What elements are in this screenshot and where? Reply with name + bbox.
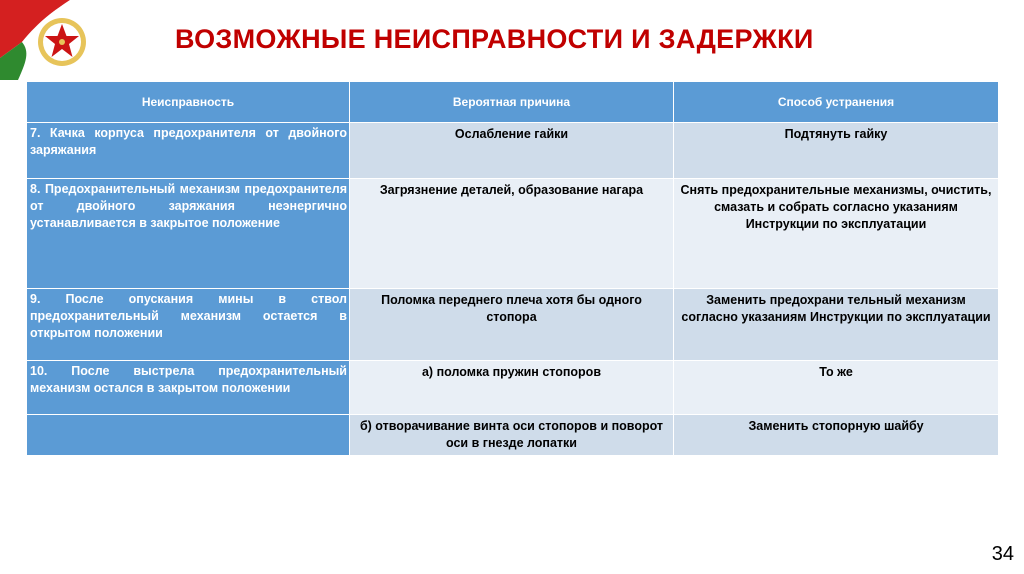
cause-cell: Ослабление гайки — [350, 123, 674, 179]
table-row — [27, 123, 999, 179]
fault-cell: 10. После выстрела предохранительный механизм остался в закрытом положении — [27, 361, 350, 415]
table-row — [27, 179, 999, 289]
fix-cell: Заменить предохрани тельный механизм согласно указаниям Инструкции по эксплуатации — [674, 289, 999, 361]
cause-cell: б) отворачивание винта оси стопоров и поворот оси в гнезде лопатки — [350, 415, 674, 456]
fix-cell: Заменить стопорную шайбу — [674, 415, 999, 456]
header-cause: Вероятная причина — [350, 82, 674, 123]
table-row — [27, 361, 999, 415]
fix-cell: Снять предохранительные механизмы, очистить, смазать и собрать согласно указаниям Инструкции по эксплуатации — [674, 179, 999, 289]
table-header-row — [27, 82, 999, 123]
cause-cell: Загрязнение деталей, образование нагара — [350, 179, 674, 289]
header-fault: Неисправность — [27, 82, 350, 123]
table-row — [27, 289, 999, 361]
faults-table — [26, 81, 999, 456]
fix-cell: Подтянуть гайку — [674, 123, 999, 179]
cause-cell: а) поломка пружин стопоров — [350, 361, 674, 415]
fault-cell — [27, 415, 350, 456]
fault-cell: 7. Качка корпуса предохранителя от двойного заряжания — [27, 123, 350, 179]
header-fix: Способ устранения — [674, 82, 999, 123]
fault-cell: 9. После опускания мины в ствол предохранительный механизм остается в открытом положении — [27, 289, 350, 361]
page-number: 34 — [991, 543, 1014, 565]
cause-cell: Поломка переднего плеча хотя бы одного стопора — [350, 289, 674, 361]
table-row — [27, 415, 999, 456]
slide-title: ВОЗМОЖНЫЕ НЕИСПРАВНОСТИ И ЗАДЕРЖКИ — [175, 24, 814, 54]
red-star-emblem-icon — [0, 0, 110, 80]
fix-cell: То же — [674, 361, 999, 415]
fault-cell: 8. Предохранительный механизм предохранителя от двойного заряжания неэнергично устанавливается в закрытое положение — [27, 179, 350, 289]
